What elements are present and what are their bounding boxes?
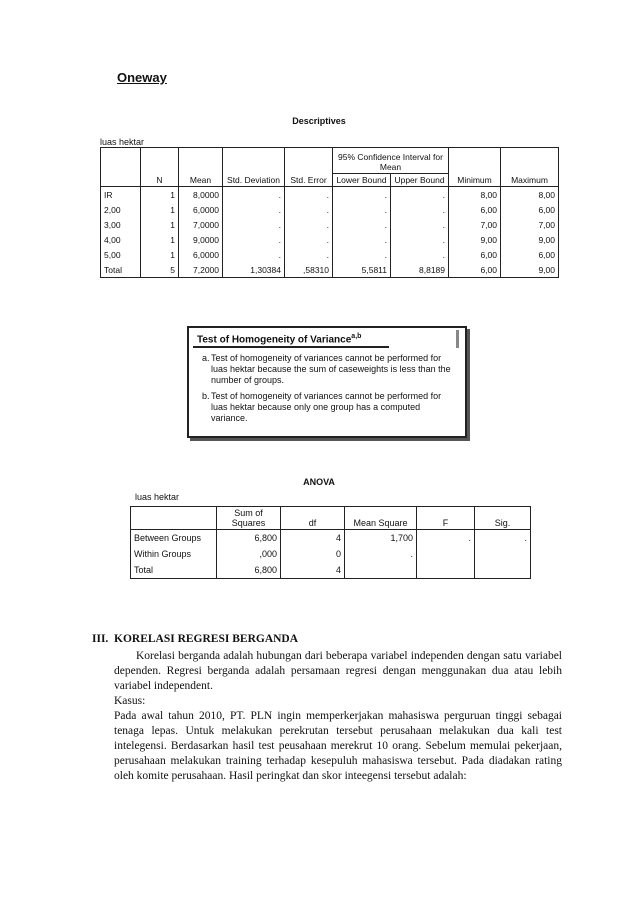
table-row bbox=[131, 562, 531, 579]
table-cell: . bbox=[391, 187, 449, 203]
row-label: Total bbox=[101, 262, 141, 278]
table-cell: 7,0000 bbox=[179, 217, 223, 232]
table-row bbox=[101, 262, 559, 278]
scroll-handle[interactable] bbox=[456, 330, 459, 348]
table-cell: . bbox=[333, 202, 391, 217]
table-cell: 6,0000 bbox=[179, 247, 223, 262]
row-label: 5,00 bbox=[101, 247, 141, 262]
col-header: F bbox=[417, 507, 475, 530]
row-label: IR bbox=[101, 187, 141, 203]
table-cell: . bbox=[223, 202, 285, 217]
row-label: Total bbox=[131, 562, 217, 579]
table-cell: . bbox=[223, 232, 285, 247]
corner-cell bbox=[131, 507, 217, 530]
note-b: b. Test of homogeneity of variances cannot be performed for luas hektar because only one group has a computed variance. bbox=[202, 391, 442, 423]
col-header: N bbox=[141, 148, 179, 187]
table-cell: ,58310 bbox=[285, 262, 333, 278]
oneway-title: Oneway bbox=[117, 70, 167, 85]
table-cell: 4 bbox=[281, 562, 345, 579]
table-cell: 8,8189 bbox=[391, 262, 449, 278]
table-cell: 1,700 bbox=[345, 530, 417, 547]
table-cell: ,000 bbox=[217, 546, 281, 562]
table-cell: . bbox=[285, 247, 333, 262]
table-cell: . bbox=[223, 247, 285, 262]
table-cell: 7,00 bbox=[501, 217, 559, 232]
table-cell: 6,00 bbox=[449, 247, 501, 262]
descriptives-variable: luas hektar bbox=[100, 137, 145, 147]
table-cell: 1 bbox=[141, 247, 179, 262]
table-cell: . bbox=[391, 202, 449, 217]
row-label: 2,00 bbox=[101, 202, 141, 217]
descriptives-table bbox=[100, 147, 559, 278]
table-cell: 8,0000 bbox=[179, 187, 223, 203]
table-cell: . bbox=[475, 530, 531, 547]
table-cell: . bbox=[333, 187, 391, 203]
table-row bbox=[101, 187, 559, 203]
table-row bbox=[101, 217, 559, 232]
table-cell: . bbox=[391, 232, 449, 247]
col-header: Lower Bound bbox=[333, 174, 391, 187]
col-header: Maximum bbox=[501, 148, 559, 187]
table-cell: . bbox=[223, 187, 285, 203]
table-cell bbox=[475, 546, 531, 562]
table-row bbox=[101, 247, 559, 262]
table-cell: 9,00 bbox=[501, 232, 559, 247]
table-cell: . bbox=[391, 217, 449, 232]
row-label: Within Groups bbox=[131, 546, 217, 562]
table-cell: 4 bbox=[281, 530, 345, 547]
table-cell: 7,2000 bbox=[179, 262, 223, 278]
note-a: a. Test of homogeneity of variances cannot be performed for luas hektar because the sum of caseweights is less than the number of groups. bbox=[202, 353, 451, 385]
table-cell: 6,0000 bbox=[179, 202, 223, 217]
table-cell: 9,00 bbox=[449, 232, 501, 247]
ci-header: 95% Confidence Interval for Mean bbox=[333, 148, 449, 174]
row-label: 4,00 bbox=[101, 232, 141, 247]
table-cell: . bbox=[285, 232, 333, 247]
col-header: Upper Bound bbox=[391, 174, 449, 187]
table-cell: . bbox=[345, 546, 417, 562]
table-cell: 6,00 bbox=[501, 247, 559, 262]
table-cell: 8,00 bbox=[449, 187, 501, 203]
table-cell: 1 bbox=[141, 232, 179, 247]
table-cell: 6,00 bbox=[449, 202, 501, 217]
table-cell: 5 bbox=[141, 262, 179, 278]
table-cell: 9,00 bbox=[501, 262, 559, 278]
table-cell: . bbox=[285, 187, 333, 203]
table-row bbox=[101, 202, 559, 217]
col-header: Sig. bbox=[475, 507, 531, 530]
paragraph: Korelasi berganda adalah hubungan dari beberapa variabel independen dengan satu variabel dependen. Regresi berganda adalah persamaan regresi dengan menggunakan dua atau lebih variabel independent. bbox=[114, 650, 562, 692]
table-cell: 6,800 bbox=[217, 562, 281, 579]
table-cell: 1 bbox=[141, 202, 179, 217]
table-cell: 6,00 bbox=[449, 262, 501, 278]
section-korelasi bbox=[92, 632, 562, 784]
table-row bbox=[101, 232, 559, 247]
col-header: Minimum bbox=[449, 148, 501, 187]
table-cell: . bbox=[223, 217, 285, 232]
table-cell: 8,00 bbox=[501, 187, 559, 203]
table-row bbox=[131, 546, 531, 562]
table-cell: . bbox=[285, 217, 333, 232]
table-cell: . bbox=[333, 232, 391, 247]
table-cell bbox=[475, 562, 531, 579]
table-cell: 1 bbox=[141, 187, 179, 203]
corner-cell bbox=[101, 148, 141, 187]
homogeneity-box bbox=[187, 326, 467, 438]
anova-variable: luas hektar bbox=[135, 492, 180, 502]
table-cell: 6,00 bbox=[501, 202, 559, 217]
row-label: Between Groups bbox=[131, 530, 217, 547]
paragraph: Pada awal tahun 2010, PT. PLN ingin memperkerjakan mahasiswa perguruan tinggi sebagai tenaga lepas. Untuk melakukan perekrutan tersebut perusahaan melakukan dua kali test intelegensi. Berdasarkan hasil test peusahaan merekrut 10 orang. Sebelum memulai pekerjaan, perusahaan melakukan training terhadap kesepuluh mahasiswa tersebut. Pada diadakan rating oleh komite perusahaan. Hasil peringkat dan skor inteegensi tersebut adalah: bbox=[114, 710, 562, 782]
table-cell: 7,00 bbox=[449, 217, 501, 232]
col-header: Std. Deviation bbox=[223, 148, 285, 187]
col-header: Std. Error bbox=[285, 148, 333, 187]
table-cell: . bbox=[417, 530, 475, 547]
table-cell: . bbox=[333, 217, 391, 232]
table-cell: 1 bbox=[141, 217, 179, 232]
col-header: Mean Square bbox=[345, 507, 417, 530]
col-header: Mean bbox=[179, 148, 223, 187]
table-cell bbox=[417, 546, 475, 562]
table-cell: 9,0000 bbox=[179, 232, 223, 247]
anova-title: ANOVA bbox=[303, 477, 335, 487]
table-cell: . bbox=[333, 247, 391, 262]
table-cell: 1,30384 bbox=[223, 262, 285, 278]
table-cell: 5,5811 bbox=[333, 262, 391, 278]
table-cell bbox=[345, 562, 417, 579]
table-cell: . bbox=[285, 202, 333, 217]
kasus-label: Kasus: bbox=[114, 695, 146, 707]
anova-table bbox=[130, 506, 531, 579]
section-heading: III. KORELASI REGRESI BERGANDA bbox=[92, 633, 299, 645]
row-label: 3,00 bbox=[101, 217, 141, 232]
table-cell: . bbox=[391, 247, 449, 262]
title-underline bbox=[193, 346, 389, 348]
table-row bbox=[131, 530, 531, 547]
table-cell bbox=[417, 562, 475, 579]
table-cell: 0 bbox=[281, 546, 345, 562]
col-header: Sum of Squares bbox=[217, 507, 281, 530]
homogeneity-title: Test of Homogeneity of Variance$^{a,b}$ bbox=[197, 333, 362, 346]
col-header: df bbox=[281, 507, 345, 530]
descriptives-title: Descriptives bbox=[292, 116, 346, 126]
table-cell: 6,800 bbox=[217, 530, 281, 547]
